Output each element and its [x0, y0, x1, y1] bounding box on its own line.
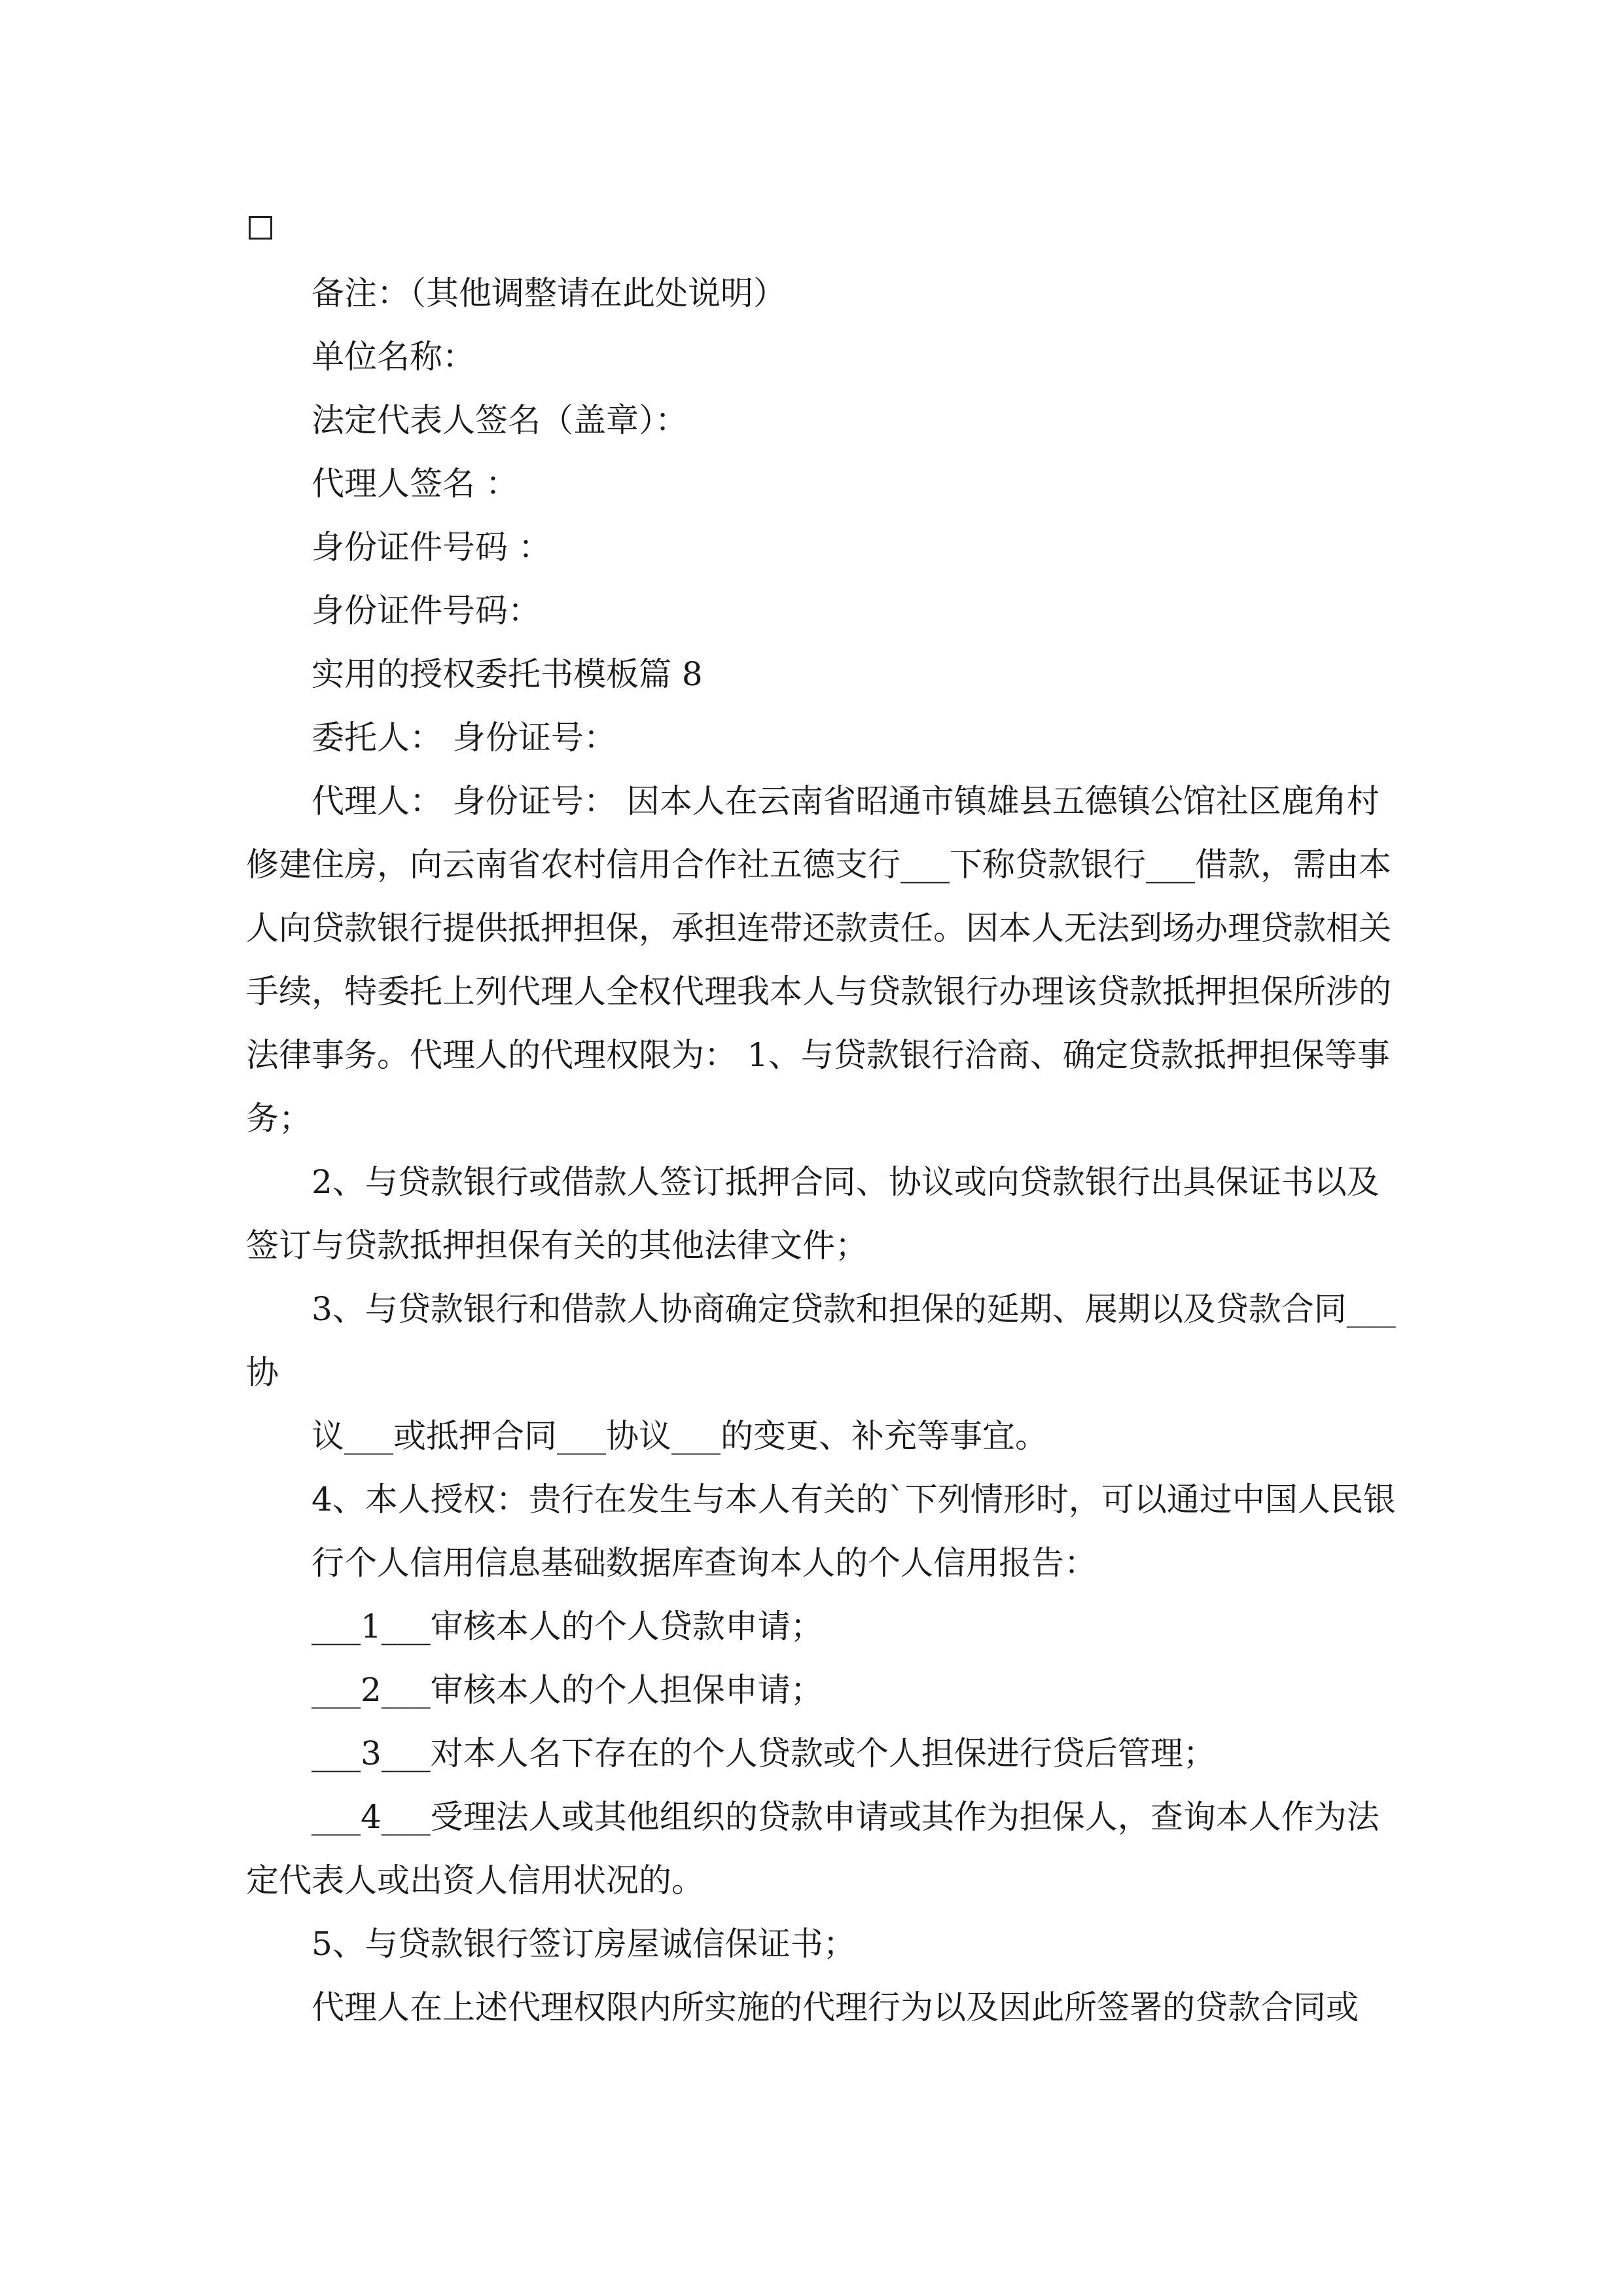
id-number-line-2: 身份证件号码： — [312, 592, 541, 630]
paragraph-line: 签订与贷款抵押担保有关的其他法律文件； — [246, 1227, 868, 1265]
paragraph-line: 行个人信用信息基础数据库查询本人的个人信用报告： — [312, 1544, 1097, 1582]
section-heading: 实用的授权委托书模板篇 8 — [312, 655, 703, 693]
paragraph-line: 修建住房，向云南省农村信用合作社五德支行___下称贷款银行___借款，需由本 — [246, 846, 1391, 884]
paragraph-line: 4、本人授权：贵行在发生与本人有关的`下列情形时，可以通过中国人民银 — [312, 1480, 1396, 1518]
paragraph-line: 法律事务。代理人的代理权限为： 1、与贷款银行洽商、确定贷款抵押担保等事 — [246, 1036, 1390, 1074]
checkbox-icon[interactable] — [249, 216, 272, 240]
list-item: ___1___审核本人的个人贷款申请； — [312, 1607, 823, 1645]
paragraph-line: 3、与贷款银行和借款人协商确定贷款和担保的延期、展期以及贷款合同___ — [312, 1290, 1396, 1328]
agent-signature-line: 代理人签名 ： — [312, 465, 518, 503]
paragraph-line: 协 — [246, 1354, 279, 1391]
paragraph-line: 定代表人或出资人信用状况的。 — [246, 1861, 704, 1899]
paragraph-line: 议___或抵押合同___协议___的变更、补充等事宜。 — [312, 1417, 1048, 1455]
list-item: ___2___审核本人的个人担保申请； — [312, 1671, 823, 1709]
legal-rep-signature-line: 法定代表人签名（盖章）： — [312, 401, 688, 439]
paragraph-line: 手续，特委托上列代理人全权代理我本人与贷款银行办理该贷款抵押担保所涉的 — [246, 973, 1391, 1011]
paragraph-line: 人向贷款银行提供抵押担保，承担连带还款责任。因本人无法到场办理贷款相关 — [246, 909, 1391, 947]
list-item: ___4___受理法人或其他组织的贷款申请或其作为担保人，查询本人作为法 — [312, 1798, 1380, 1836]
paragraph-line: 代理人在上述代理权限内所实施的代理行为以及因此所签署的贷款合同或 — [312, 1988, 1359, 2026]
paragraph-line: 代理人： 身份证号： 因本人在云南省昭通市镇雄县五德镇公馆社区鹿角村 — [312, 782, 1380, 820]
paragraph-line: 5、与贷款银行签订房屋诚信保证书； — [312, 1925, 856, 1963]
id-number-line-1: 身份证件号码 ： — [312, 528, 551, 566]
remarks-line: 备注：（其他调整请在此处说明） — [312, 274, 786, 312]
principal-line: 委托人： 身份证号： — [312, 719, 616, 757]
paragraph-line: 2、与贷款银行或借款人签订抵押合同、协议或向贷款银行出具保证书以及 — [312, 1163, 1380, 1201]
paragraph-line: 务； — [246, 1100, 312, 1138]
list-item: ___3___对本人名下存在的个人贷款或个人担保进行贷后管理； — [312, 1734, 1216, 1772]
unit-name-line: 单位名称： — [312, 338, 475, 376]
